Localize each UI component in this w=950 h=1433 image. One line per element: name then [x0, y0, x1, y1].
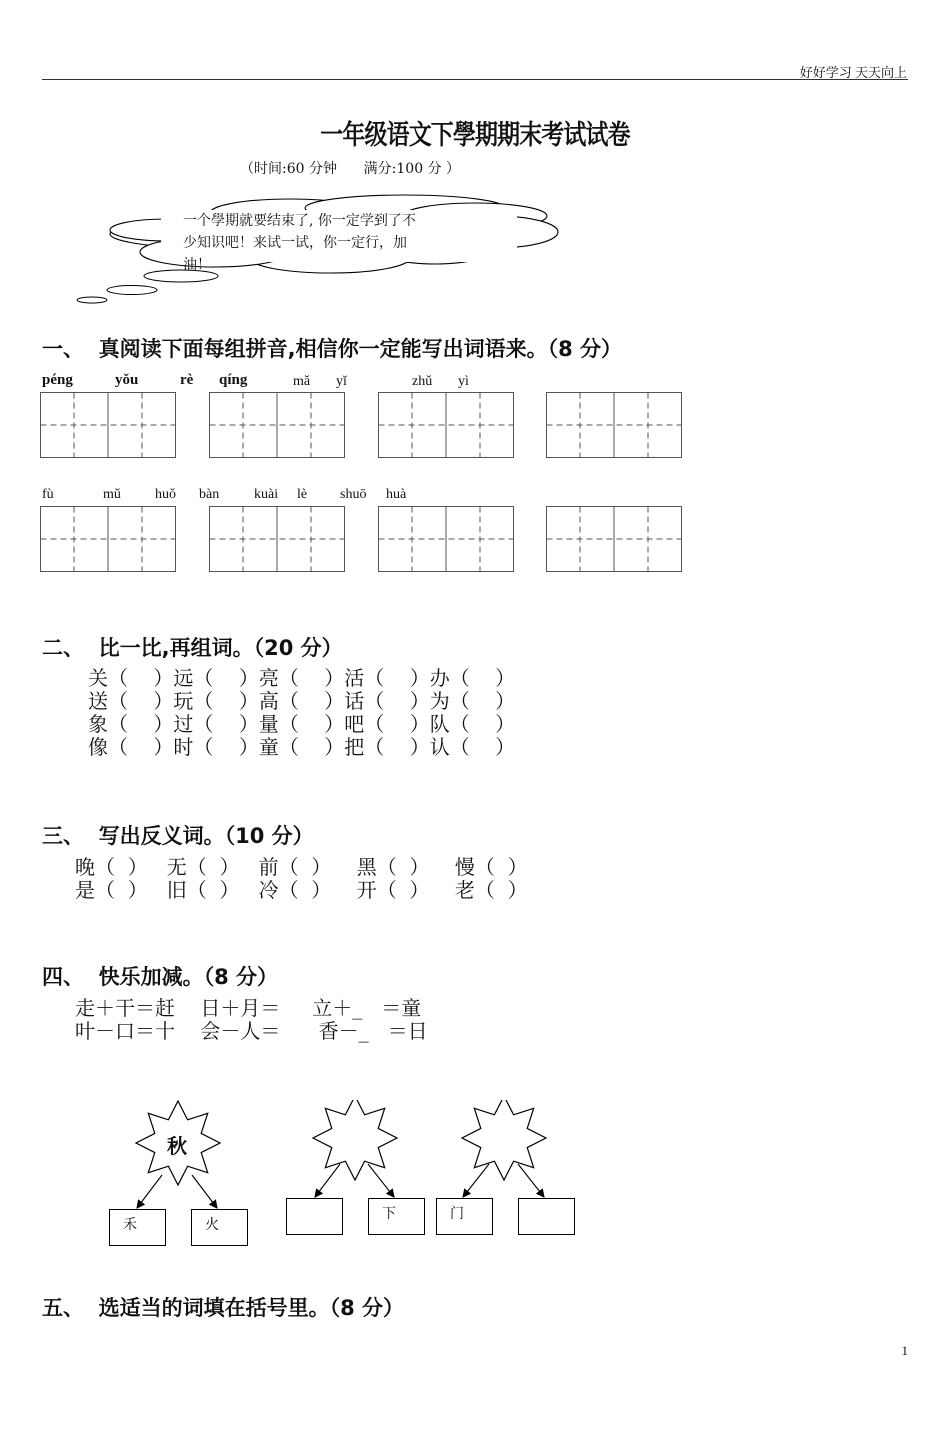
pinyin: péng	[42, 372, 73, 388]
pinyin: rè	[180, 372, 194, 388]
pinyin: huǒ	[155, 487, 176, 502]
section2-title: 二、 比一比,再组词。（20 分）	[42, 636, 343, 660]
writing-grid[interactable]	[210, 507, 345, 572]
word-group-row: 关（ ）远（ ）亮（ ）活（ ）办（ ）	[88, 666, 516, 690]
character-math-row: 叶－口＝十 会－人＝ 香－_ ＝日	[75, 1019, 428, 1043]
section5-title: 五、 选适当的词填在括号里。（8 分）	[42, 1296, 405, 1320]
header-motto: 好好学习 天天向上	[799, 65, 907, 80]
star-shape	[313, 1100, 397, 1180]
star-diagram-3	[462, 1100, 546, 1197]
star-diagram-2	[313, 1100, 397, 1197]
pinyin: yǐ	[336, 374, 347, 389]
pinyin: mǎ	[293, 374, 311, 389]
answer-box[interactable]	[191, 1209, 248, 1246]
pinyin: bàn	[199, 487, 220, 502]
pinyin: fù	[42, 487, 54, 502]
box-character: 下	[382, 1206, 396, 1222]
page-number: 1	[901, 1343, 908, 1358]
cloud-line: 一个學期就要结束了, 你一定学到了不	[183, 213, 416, 229]
writing-grids	[40, 392, 685, 577]
cloud-line: 油！	[183, 257, 211, 273]
word-group-row: 像（ ）时（ ）童（ ）把（ ）认（ ）	[88, 735, 516, 759]
star-character: 秋	[167, 1134, 187, 1158]
answer-box[interactable]	[109, 1209, 166, 1246]
encouragement-message	[183, 210, 458, 276]
box-character: 火	[205, 1217, 219, 1233]
answer-box[interactable]	[436, 1198, 493, 1235]
box-character: 禾	[123, 1217, 137, 1233]
writing-grid[interactable]	[210, 393, 345, 458]
writing-grid[interactable]	[379, 507, 514, 572]
word-group-row: 送（ ）玩（ ）高（ ）话（ ）为（ ）	[88, 689, 516, 713]
answer-box[interactable]	[286, 1198, 343, 1235]
writing-grid[interactable]	[547, 393, 682, 458]
pinyin: mǔ	[103, 487, 121, 502]
exam-info: （时间:60 分钟 满分:100 分 ）	[240, 161, 461, 177]
pinyin: zhǔ	[412, 374, 433, 389]
pinyin: yǒu	[115, 372, 139, 388]
pinyin: qíng	[219, 372, 248, 388]
word-group-row: 象（ ）过（ ）量（ ）吧（ ）队（ ）	[88, 712, 516, 736]
writing-grid[interactable]	[547, 507, 682, 572]
pinyin: huà	[386, 487, 407, 502]
writing-grid[interactable]	[379, 393, 514, 458]
pinyin: lè	[297, 487, 308, 502]
star-shape	[462, 1100, 546, 1180]
pinyin: kuài	[254, 487, 279, 502]
writing-grid[interactable]	[41, 393, 176, 458]
cloud-line: 少知识吧！来试一试，你一定行，加	[183, 235, 407, 251]
answer-box[interactable]	[518, 1198, 575, 1235]
section3-title: 三、 写出反义词。（10 分）	[42, 824, 314, 848]
pinyin: shuō	[340, 487, 367, 502]
antonym-row: 是（ ） 旧（ ） 冷（ ） 开（ ） 老（ ）	[75, 878, 528, 902]
section4-title: 四、 快乐加减。（8 分）	[42, 965, 279, 989]
character-math-row: 走＋干＝赶 日＋月＝ 立＋_ ＝童	[75, 996, 422, 1020]
box-character: 门	[450, 1206, 464, 1222]
answer-box[interactable]	[368, 1198, 425, 1235]
pinyin: yì	[458, 374, 469, 389]
page-title: 一年级语文下學期期末考试试卷	[320, 120, 630, 151]
antonym-row: 晚（ ） 无（ ） 前（ ） 黑（ ） 慢（ ）	[75, 855, 528, 879]
header-divider	[42, 79, 908, 80]
writing-grid[interactable]	[41, 507, 176, 572]
section1-title: 一、 真阅读下面每组拼音,相信你一定能写出词语来。（8 分）	[42, 337, 623, 361]
